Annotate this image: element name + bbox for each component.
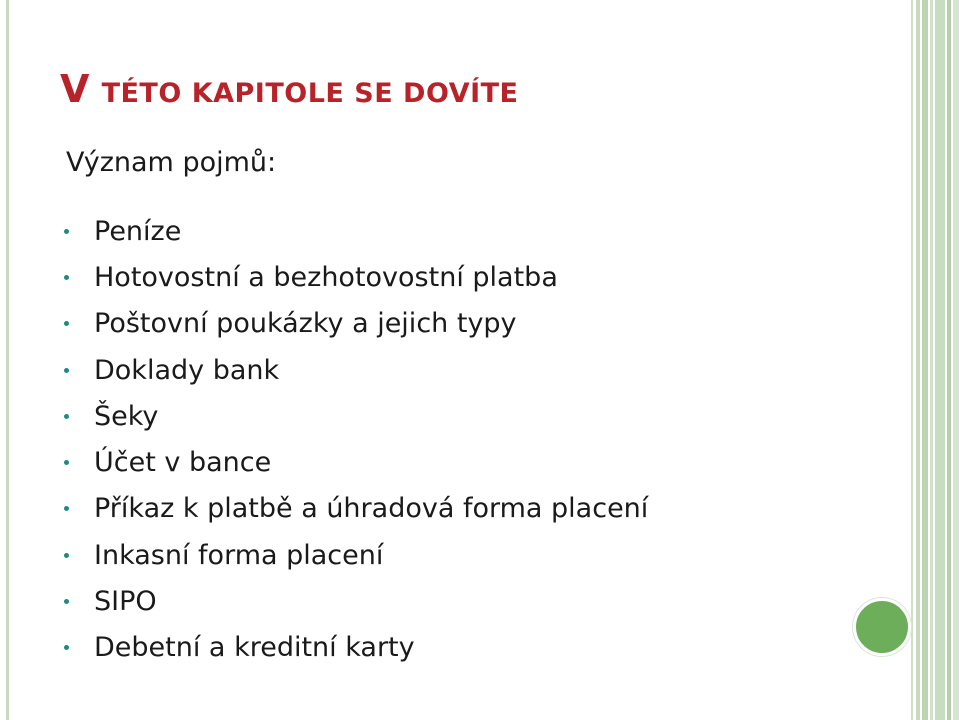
title-initial: V xyxy=(60,67,91,111)
bullet-icon xyxy=(64,321,69,326)
bullet-icon xyxy=(64,460,69,465)
title-text: TÉTO KAPITOLE SE DOVÍTE xyxy=(101,78,519,109)
list-item-text: Debetní a kreditní karty xyxy=(94,632,415,664)
bullet-icon xyxy=(64,645,69,650)
list-item xyxy=(60,625,648,671)
list-item xyxy=(60,486,648,532)
list-item xyxy=(60,347,648,393)
bullet-icon xyxy=(64,275,69,280)
list-item-text: SIPO xyxy=(94,586,157,618)
list-item xyxy=(60,208,648,254)
bullet-icon xyxy=(64,414,69,419)
topic-list xyxy=(60,208,648,671)
bullet-icon xyxy=(64,368,69,373)
list-item xyxy=(60,439,648,485)
list-item xyxy=(60,532,648,578)
list-item-text: Doklady bank xyxy=(94,354,280,386)
bullet-icon xyxy=(64,229,69,234)
list-item-text: Inkasní forma placení xyxy=(94,539,384,571)
green-circle-decoration xyxy=(853,598,911,656)
intro-text: Význam pojmů: xyxy=(66,147,277,178)
bullet-icon xyxy=(64,599,69,604)
bullet-icon xyxy=(64,506,69,511)
list-item-text: Příkaz k platbě a úhradová forma placení xyxy=(94,493,649,525)
list-item-text: Peníze xyxy=(94,215,182,247)
list-item xyxy=(60,393,648,439)
slide-title xyxy=(60,67,519,111)
left-border-line xyxy=(6,0,9,720)
stripe xyxy=(935,0,945,720)
list-item xyxy=(60,578,648,624)
list-item-text: Účet v bance xyxy=(94,447,272,479)
bullet-icon xyxy=(64,553,69,558)
right-decorative-stripes xyxy=(911,0,959,720)
stripe xyxy=(953,0,959,720)
list-item xyxy=(60,301,648,347)
list-item-text: Hotovostní a bezhotovostní platba xyxy=(94,261,558,293)
list-item-text: Šeky xyxy=(94,400,159,432)
list-item xyxy=(60,254,648,300)
list-item-text: Poštovní poukázky a jejich typy xyxy=(94,308,517,340)
